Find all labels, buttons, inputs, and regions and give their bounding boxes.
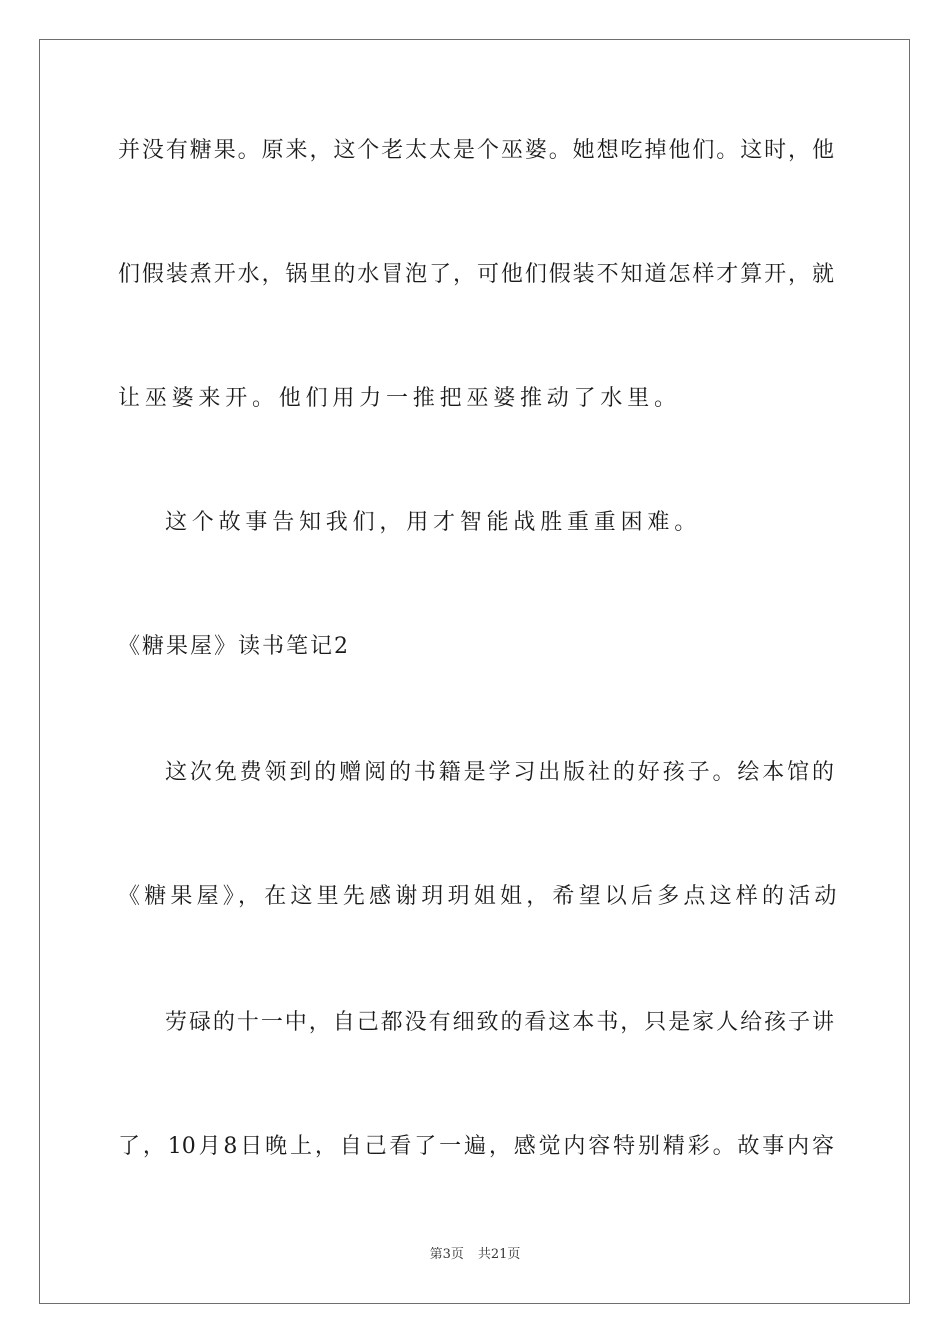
page-footer xyxy=(0,1246,950,1264)
text-line-8: 劳碌的十一中，自己都没有细致的看这本书，只是家人给孩子讲 xyxy=(165,1010,834,1035)
text-line-7: 《糖果屋》，在这里先感谢玥玥姐姐，希望以后多点这样的活动 xyxy=(118,884,841,909)
text-line-1: 并没有糖果。原来，这个老太太是个巫婆。她想吃掉他们。这时，他 xyxy=(118,138,834,163)
text-line-4: 这个故事告知我们，用才智能战胜重重困难。 xyxy=(165,510,702,535)
text-line-2: 们假装煮开水，锅里的水冒泡了，可他们假装不知道怎样才算开，就 xyxy=(118,262,834,287)
text-line-9: 了，10月8日晚上，自己看了一遍，感觉内容特别精彩。故事内容 xyxy=(118,1134,834,1159)
text-line-6: 这次免费领到的赠阅的书籍是学习出版社的好孩子。绘本馆的 xyxy=(165,760,834,785)
page-number: 第3页 xyxy=(429,1247,464,1262)
page-total: 共21页 xyxy=(477,1247,521,1262)
text-line-3: 让巫婆来开。他们用力一推把巫婆推动了水里。 xyxy=(118,386,681,411)
page-border xyxy=(39,39,910,1304)
section-heading: 《糖果屋》读书笔记2 xyxy=(118,634,350,659)
